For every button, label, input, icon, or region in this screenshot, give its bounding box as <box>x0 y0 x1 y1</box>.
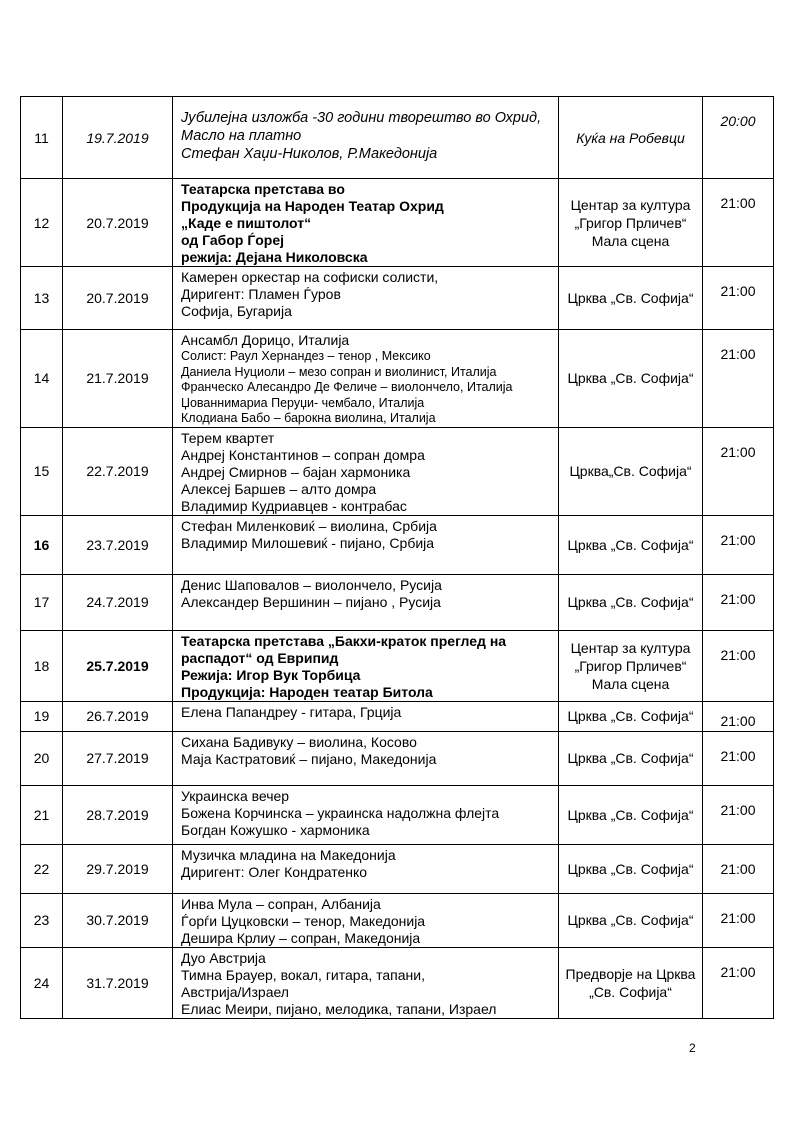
venue-line: Предворје на Црква <box>565 965 696 982</box>
table-row <box>21 427 774 515</box>
event-program <box>173 731 559 785</box>
event-program <box>173 515 559 574</box>
event-program <box>173 267 559 330</box>
event-time: 21:00 <box>703 179 774 267</box>
program-line: Франческо Алесандро Де Феличе – виолончело, Италија <box>181 380 513 394</box>
venue-line: Црква „Св. Софија“ <box>567 912 694 928</box>
venue-line: Мала сцена <box>591 232 670 249</box>
program-line: распадот“ од Еврипид <box>181 649 339 666</box>
event-program <box>173 179 559 267</box>
event-date: 22.7.2019 <box>63 427 173 515</box>
event-date: 26.7.2019 <box>63 701 173 731</box>
event-venue <box>559 785 703 844</box>
row-number: 17 <box>21 574 63 630</box>
event-date: 21.7.2019 <box>63 330 173 428</box>
event-time: 21:00 <box>703 844 774 893</box>
event-venue <box>559 330 703 428</box>
event-date: 20.7.2019 <box>63 179 173 267</box>
program-line: Стефан Хаџи-Николов, Р.Македонија <box>181 146 438 162</box>
row-number: 11 <box>21 97 63 179</box>
event-venue <box>559 893 703 947</box>
program-line: Тимна Брауер, вокал, гитара, тапани, <box>181 966 425 983</box>
program-line: Камерен оркестар на софиски солисти, <box>181 269 439 285</box>
event-venue <box>559 731 703 785</box>
event-date: 31.7.2019 <box>63 947 173 1018</box>
program-line: Украинска вечер <box>181 787 290 804</box>
program-line: Сихана Бадивуку – виолина, Косово <box>181 733 417 750</box>
event-date: 28.7.2019 <box>63 785 173 844</box>
table-row <box>21 731 774 785</box>
venue-line: Црква „Св. Софија“ <box>567 860 694 877</box>
program-line: Андреј Константинов – сопран домра <box>181 446 425 463</box>
table-row <box>21 515 774 574</box>
event-time: 21:00 <box>703 630 774 701</box>
event-program <box>173 630 559 701</box>
venue-line: Црква „Св. Софија“ <box>567 594 694 610</box>
venue-line: Центар за култура <box>570 196 691 213</box>
venue-line: Црква „Св. Софија“ <box>567 370 694 387</box>
event-program <box>173 701 559 731</box>
venue-line: Куќа на Робевци <box>576 129 685 146</box>
event-time: 21:00 <box>703 731 774 785</box>
program-line: Даниела Нуциоли – мезо сопран и виолинист, Италија <box>181 364 497 379</box>
program-line: Австрија/Израел <box>181 983 289 1000</box>
venue-line: Црква „Св. Софија“ <box>567 708 694 724</box>
table-row <box>21 630 774 701</box>
event-venue <box>559 574 703 630</box>
program-line: Режија: Игор Вук Торбица <box>181 666 361 683</box>
event-program <box>173 427 559 515</box>
program-line: Ансамбл Дорицо, Италија <box>181 332 350 348</box>
program-line: Владимир Кудриавцев - контрабас <box>181 497 407 514</box>
program-line: Продукција: Народен театар Битола <box>181 683 433 700</box>
program-line: Божена Корчинска – украинска надолжна флејта <box>181 804 500 821</box>
program-line: Дешира Крлиу – сопран, Македонија <box>181 929 421 946</box>
venue-line: „Григор Прличев“ <box>574 657 687 674</box>
program-line: Театарска претстава во <box>181 181 345 197</box>
row-number: 22 <box>21 844 63 893</box>
table-row <box>21 893 774 947</box>
table-row <box>21 330 774 428</box>
program-line: од Габор Ѓореј <box>181 232 285 248</box>
event-time: 21:00 <box>703 893 774 947</box>
venue-line: Центар за култура <box>570 639 691 656</box>
program-line: Стефан Миленковиќ – виолина, Србија <box>181 517 437 534</box>
event-venue <box>559 427 703 515</box>
program-line: Јубилејна изложба -30 години творештво во Охрид, <box>181 110 542 126</box>
event-time: 21:00 <box>703 330 774 428</box>
venue-line: Мала сцена <box>591 675 670 692</box>
program-line: „Каде е пиштолот“ <box>181 215 312 231</box>
event-program <box>173 330 559 428</box>
program-line: Маја Кастратовиќ – пијано, Македонија <box>181 750 437 767</box>
event-program <box>173 947 559 1018</box>
page-number: 2 <box>689 1041 696 1055</box>
event-venue <box>559 267 703 330</box>
program-line: Солист: Раул Хернандез – тенор , Мексико <box>181 349 431 363</box>
program-line: Музичка младина на Македонија <box>181 846 396 863</box>
event-time: 20:00 <box>703 97 774 179</box>
program-line: Диригент: Олег Кондратенко <box>181 863 368 880</box>
program-line: Андреј Смирнов – бајан хармоника <box>181 463 411 480</box>
program-line: Театарска претстава „Бакхи-краток преглед на <box>181 632 507 649</box>
row-number: 19 <box>21 701 63 731</box>
event-venue <box>559 97 703 179</box>
program-line: Инва Мула – сопран, Албанија <box>181 895 381 912</box>
event-date: 20.7.2019 <box>63 267 173 330</box>
venue-line: Црква „Св. Софија“ <box>567 290 694 306</box>
event-venue <box>559 701 703 731</box>
event-date: 30.7.2019 <box>63 893 173 947</box>
row-number: 15 <box>21 427 63 515</box>
table-row <box>21 947 774 1018</box>
row-number: 16 <box>21 515 63 574</box>
venue-line: Црква„Св. Софија“ <box>569 463 692 479</box>
program-line: Софија, Бугарија <box>181 303 292 319</box>
event-date: 29.7.2019 <box>63 844 173 893</box>
row-number: 13 <box>21 267 63 330</box>
program-line: режија: Дејана Николовска <box>181 249 368 265</box>
program-line: Продукција на Народен Театар Охрид <box>181 198 444 214</box>
event-program <box>173 844 559 893</box>
program-line: Ѓорѓи Цуцковски – тенор, Македонија <box>181 912 426 929</box>
table-row <box>21 574 774 630</box>
table-row <box>21 701 774 731</box>
venue-line: „Св. Софија“ <box>589 983 672 1000</box>
program-line: Дуо Австрија <box>181 949 266 966</box>
event-date: 23.7.2019 <box>63 515 173 574</box>
event-venue <box>559 947 703 1018</box>
program-line: Алексеј Баршев – алто домра <box>181 480 377 497</box>
event-date: 25.7.2019 <box>63 630 173 701</box>
table-row <box>21 97 774 179</box>
schedule-body <box>21 97 774 1019</box>
event-venue <box>559 844 703 893</box>
row-number: 12 <box>21 179 63 267</box>
program-line: Џованнимариа Перуџи- чембало, Италија <box>181 395 425 410</box>
program-line: Александер Вершинин – пијано , Русија <box>181 593 441 610</box>
event-time: 21:00 <box>703 574 774 630</box>
event-time: 21:00 <box>703 785 774 844</box>
event-time: 21:00 <box>703 947 774 1018</box>
table-row <box>21 785 774 844</box>
event-program <box>173 97 559 179</box>
event-time: 21:00 <box>703 515 774 574</box>
program-line: Елиас Меири, пијано, мелодика, тапани, Израел <box>181 1000 497 1017</box>
venue-line: „Григор Прличев“ <box>574 214 687 231</box>
program-line: Клодиана Бабо – барокна виолина, Италија <box>181 411 436 425</box>
program-line: Терем квартет <box>181 429 275 446</box>
venue-line: Црква „Св. Софија“ <box>567 806 694 823</box>
event-program <box>173 574 559 630</box>
row-number: 24 <box>21 947 63 1018</box>
row-number: 20 <box>21 731 63 785</box>
venue-line: Црква „Св. Софија“ <box>567 536 694 553</box>
event-date: 27.7.2019 <box>63 731 173 785</box>
row-number: 18 <box>21 630 63 701</box>
row-number: 21 <box>21 785 63 844</box>
event-date: 24.7.2019 <box>63 574 173 630</box>
venue-line: Црква „Св. Софија“ <box>567 750 694 766</box>
program-line: Владимир Милошевиќ - пијано, Србија <box>181 534 435 551</box>
table-row <box>21 267 774 330</box>
event-time: 21:00 <box>703 427 774 515</box>
event-program <box>173 785 559 844</box>
program-line: Денис Шаповалов – виолончело, Русија <box>181 576 442 593</box>
table-row <box>21 844 774 893</box>
event-venue <box>559 515 703 574</box>
program-line: Елена Папандреу - гитара, Грција <box>181 703 402 720</box>
program-line: Масло на платно <box>181 128 302 144</box>
row-number: 23 <box>21 893 63 947</box>
event-program <box>173 893 559 947</box>
program-line: Богдан Кожушко - хармоника <box>181 821 370 838</box>
event-time: 21:00 <box>703 267 774 330</box>
event-venue <box>559 179 703 267</box>
table-row <box>21 179 774 267</box>
event-time: 21:00 <box>703 701 774 731</box>
program-line: Диригент: Пламен Ѓуров <box>181 286 341 302</box>
event-venue <box>559 630 703 701</box>
row-number: 14 <box>21 330 63 428</box>
event-date: 19.7.2019 <box>63 97 173 179</box>
schedule-table <box>20 96 774 1019</box>
